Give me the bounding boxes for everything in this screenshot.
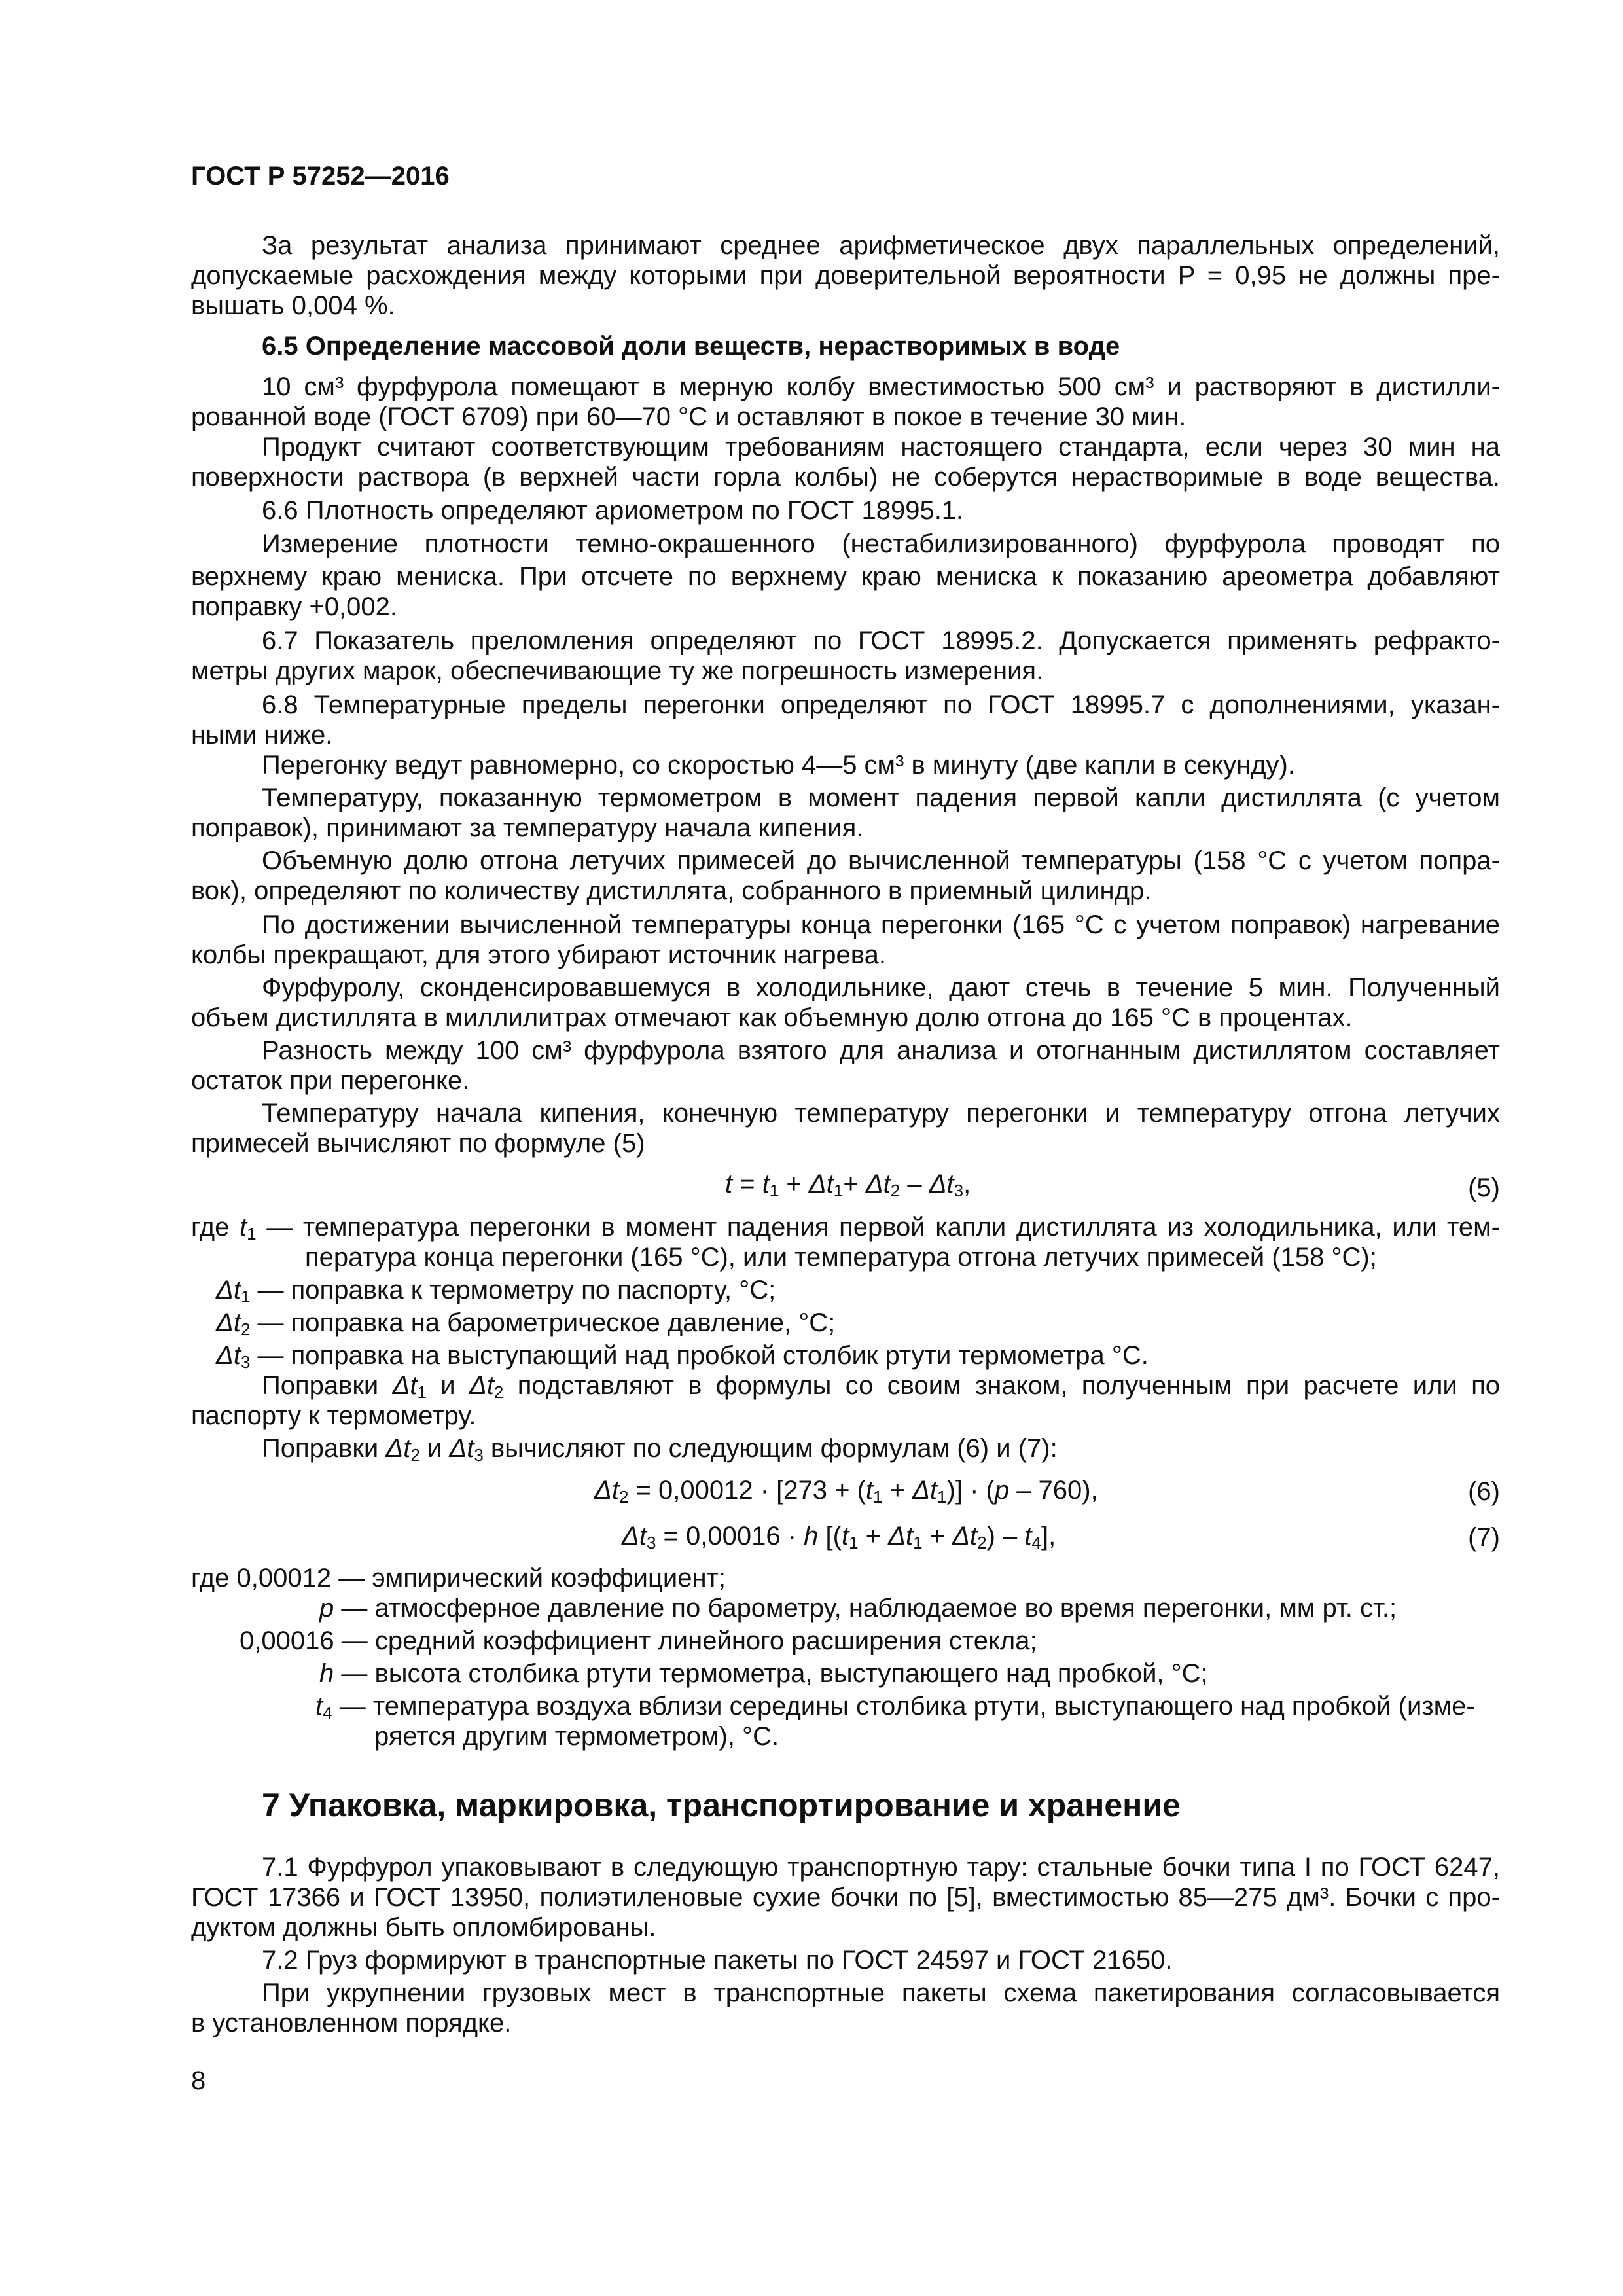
- paragraph-line: метры других марок, обеспечивающие ту же погрешность измерения.: [191, 656, 1044, 685]
- where-line: $t_4$ — температура воздуха вблизи середины столбика ртути, выступающего над пробкой (изме-: [315, 1692, 1475, 1723]
- paragraph-line: 7.1 Фурфурол упаковывают в следующую транспортную тару: стальные бочки типа I по ГОСТ 6247,: [262, 1853, 1500, 1882]
- where-line: p — атмосферное давление по барометру, наблюдаемое во время перегонки, мм рт. ст.;: [319, 1594, 1397, 1623]
- paragraph-line: Температуру начала кипения, конечную температуру перегонки и температуру отгона летучих: [262, 1099, 1500, 1128]
- formula-number: (6): [1468, 1477, 1500, 1506]
- paragraph-line: вышать 0,004 %.: [191, 291, 395, 320]
- paragraph-line: вок), определяют по количеству дистиллята, собранного в приемный цилиндр.: [191, 876, 1152, 905]
- paragraph-line: поверхности раствора (в верхней части горла колбы) не соберутся нерастворимые в воде вещества.: [191, 463, 1500, 492]
- paragraph-line: допускаемые расхождения между которыми при доверительной вероятности P = 0,95 не должны пре-: [191, 261, 1500, 290]
- section-heading-7: 7 Упаковка, маркировка, транспортирование и хранение: [262, 1787, 1181, 1823]
- paragraph-line: поправок), принимают за температуру начала кипения.: [191, 814, 864, 842]
- paragraph-line: Температуру, показанную термометром в момент падения первой капли дистиллята (с учетом: [262, 783, 1500, 812]
- paragraph-line: поправку +0,002.: [191, 592, 397, 621]
- where-line: где $t_1$ — температура перегонки в момент падения первой капли дистиллята из холодильника, или тем-: [191, 1213, 1500, 1244]
- formula-7: $\Delta t_3 = 0,00016 \cdot h$ $[(t_1 + \Delta t_1 + \Delta t_2) - t_4]$,: [622, 1522, 1056, 1552]
- paragraph-line: примесей вычисляют по формуле (5): [191, 1129, 645, 1158]
- paragraph-line: паспорту к термометру.: [191, 1401, 476, 1430]
- where-line: $\Delta t_1$ — поправка к термометру по паспорту, °С;: [216, 1276, 776, 1306]
- paragraph-line: ГОСТ 17366 и ГОСТ 13950, полиэтиленовые сухие бочки по [5], вместимостью 85—275 дм³. Бочки с про-: [191, 1883, 1500, 1912]
- paragraph-line: Продукт считают соответствующим требованиям настоящего стандарта, если через 30 мин на: [262, 433, 1500, 461]
- paragraph-line: 6.6 Плотность определяют ариометром по ГОСТ 18995.1.: [262, 496, 964, 525]
- paragraph-line: Разность между 100 см³ фурфурола взятого для анализа и отогнанным дистиллятом составляет: [262, 1036, 1500, 1065]
- paragraph-line: За результат анализа принимают среднее арифметическое двух параллельных определений,: [262, 231, 1500, 260]
- document-code-header: ГОСТ Р 57252—2016: [191, 162, 450, 190]
- paragraph-line: объем дистиллята в миллилитрах отмечают как объемную долю отгона до 165 °С в процентах.: [191, 1003, 1353, 1032]
- paragraph-line: Объемную долю отгона летучих примесей до вычисленной температуры (158 °С с учетом попра-: [262, 846, 1500, 875]
- where-line: пература конца перегонки (165 °С), или температура отгона летучих примесей (158 °С);: [305, 1243, 1377, 1272]
- paragraph-line: рованной воде (ГОСТ 6709) при 60—70 °С и оставляют в покое в течение 30 мин.: [191, 403, 1186, 431]
- where-line: $\Delta t_2$ — поправка на барометрическое давление, °С;: [216, 1308, 836, 1339]
- paragraph-line: остаток при перегонке.: [191, 1066, 470, 1095]
- formula-6: $\Delta t_2 = 0,00012 \cdot [273 + (t_1 + \Delta t_1)] \cdot (p - 760)$,: [594, 1476, 1098, 1507]
- paragraph-line: дуктом должны быть опломбированы.: [191, 1913, 656, 1942]
- formula-number: (5): [1468, 1174, 1500, 1202]
- page-number: 8: [191, 2066, 206, 2095]
- where-line: h — высота столбика ртути термометра, выступающего над пробкой, °С;: [319, 1659, 1208, 1688]
- paragraph-line: Поправки $\Delta t_1$ и $\Delta t_2$ подставляют в формулы со своим знаком, полученным при расчете или по: [262, 1371, 1500, 1402]
- paragraph-line: Фурфуролу, сконденсировавшемуся в холодильнике, дают стечь в течение 5 мин. Полученный: [262, 973, 1500, 1002]
- paragraph-line: 6.7 Показатель преломления определяют по ГОСТ 18995.2. Допускается применять рефракто-: [262, 626, 1500, 655]
- paragraph-line: колбы прекращают, для этого убирают источник нагрева.: [191, 941, 886, 969]
- paragraph-line: 6.8 Температурные пределы перегонки определяют по ГОСТ 18995.7 с дополнениями, указан-: [262, 691, 1500, 719]
- paragraph-line: Перегонку ведут равномерно, со скоростью 4—5 см³ в минуту (две капли в секунду).: [262, 751, 1295, 780]
- formula-5: $t = t_1 + \Delta t_1+ \Delta t_2 - \Delta t_3$,: [725, 1170, 971, 1200]
- paragraph-line: ными ниже.: [191, 721, 333, 749]
- paragraph-line: в установленном порядке.: [191, 2009, 512, 2037]
- paragraph-line: Измерение плотности темно-окрашенного (нестабилизированного) фурфурола проводят по: [262, 529, 1500, 558]
- paragraph-line: Поправки $\Delta t_2$ и $\Delta t_3$ вычисляют по следующим формулам (6) и (7):: [262, 1434, 1058, 1465]
- paragraph-line: При укрупнении грузовых мест в транспортные пакеты схема пакетирования согласовывается: [262, 1979, 1500, 2007]
- paragraph-line: верхнему краю мениска. При отсчете по верхнему краю мениска к показанию ареометра добавляют: [191, 562, 1500, 591]
- paragraph-line: 10 см³ фурфурола помещают в мерную колбу вместимостью 500 см³ и растворяют в дистилли-: [262, 372, 1500, 401]
- where-line: $\Delta t_3$ — поправка на выступающий над пробкой столбик ртути термометра °С.: [216, 1341, 1149, 1372]
- formula-number: (7): [1468, 1523, 1500, 1552]
- where-line: где 0,00012 — эмпирический коэффициент;: [191, 1564, 726, 1592]
- paragraph-line: По достижении вычисленной температуры конца перегонки (165 °С с учетом поправок) нагревание: [262, 910, 1500, 939]
- paragraph-line: 7.2 Груз формируют в транспортные пакеты по ГОСТ 24597 и ГОСТ 21650.: [262, 1946, 1173, 1975]
- where-line: ряется другим термометром), °С.: [374, 1722, 779, 1751]
- where-line: 0,00016 — средний коэффициент линейного расширения стекла;: [240, 1626, 1037, 1655]
- section-heading-6-5: 6.5 Определение массовой доли веществ, нерастворимых в воде: [262, 332, 1120, 361]
